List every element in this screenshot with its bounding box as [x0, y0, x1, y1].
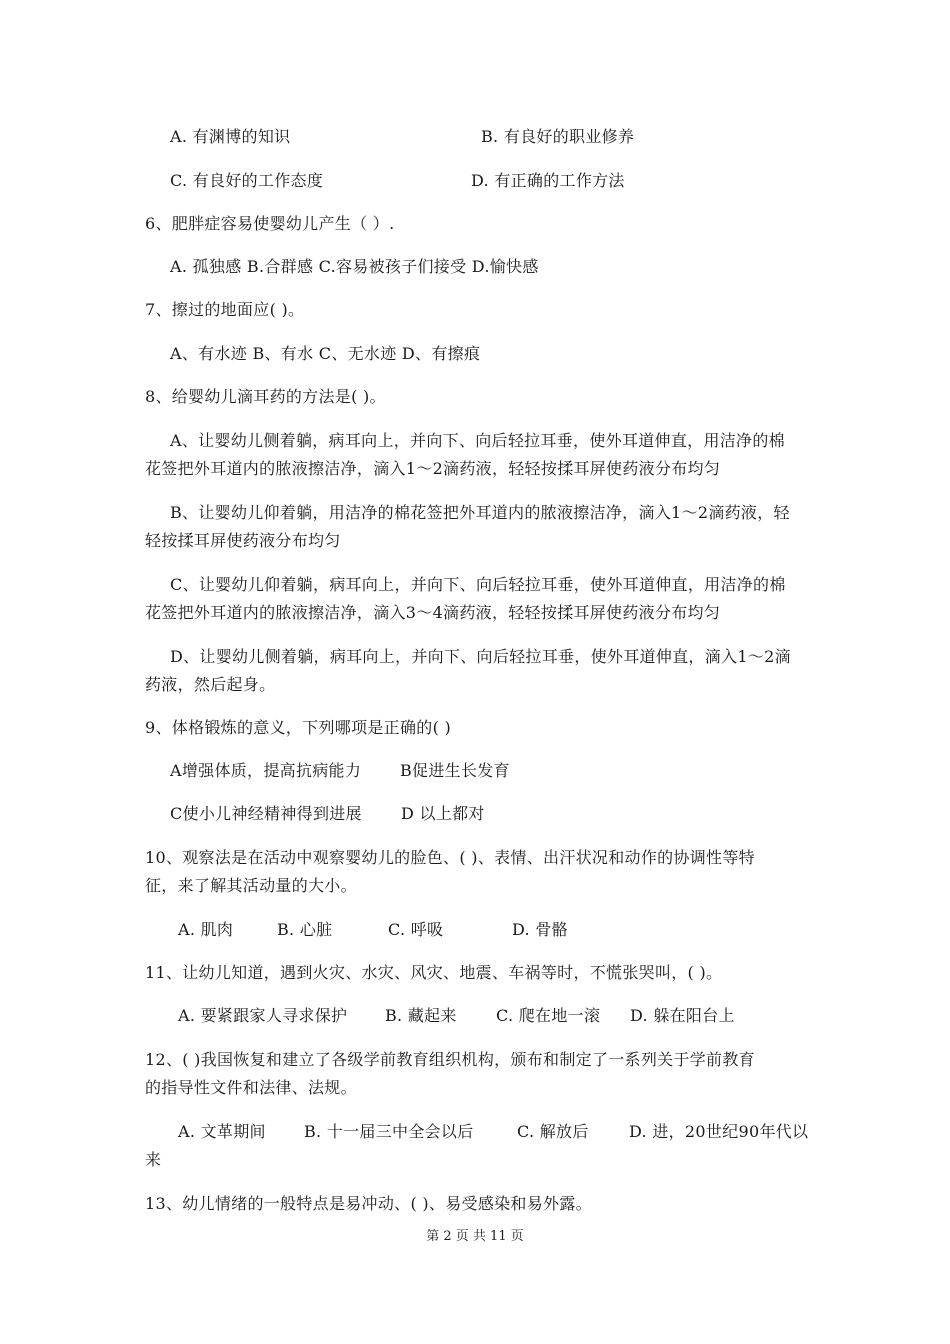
q8-option-d-line2: 药液，然后起身。	[145, 675, 276, 694]
q11-option-d: D. 躲在阳台上	[630, 1006, 735, 1025]
page-footer: 第 2 页 共 11 页	[426, 1229, 524, 1244]
q6-options: A. 孤独感 B.合群感 C.容易被孩子们接受 D.愉快感	[170, 257, 539, 276]
q8-option-d-line1: D、让婴幼儿侧着躺，病耳向上，并向下、向后轻拉耳垂，使外耳道伸直，滴入1～2滴	[170, 647, 791, 666]
q10-option-a: A. 肌肉	[178, 920, 234, 939]
q8-option-b-line1: B、让婴幼儿仰着躺，用洁净的棉花签把外耳道内的脓液擦洁净，滴入1～2滴药液，轻	[170, 503, 790, 522]
q12-stem-line1: 12、( )我国恢复和建立了各级学前教育组织机构，颁布和制定了一系列关于学前教育	[145, 1050, 755, 1069]
q9-option-b: B促进生长发育	[400, 761, 510, 780]
q5-option-b: B. 有良好的职业修养	[481, 127, 635, 146]
q12-option-d-continued: 来	[145, 1150, 162, 1169]
q10-stem-line2: 征，来了解其活动量的大小。	[145, 876, 357, 895]
q5-option-c: C. 有良好的工作态度	[170, 171, 324, 190]
q11-option-a: A. 要紧跟家人寻求保护	[178, 1006, 348, 1025]
q9-option-d: D 以上都对	[401, 804, 485, 823]
q11-option-b: B. 藏起来	[385, 1006, 457, 1025]
q5-option-a: A. 有渊博的知识	[170, 127, 291, 146]
q12-option-d: D. 进，20世纪90年代以	[629, 1122, 809, 1141]
q12-option-b: B. 十一届三中全会以后	[304, 1122, 474, 1141]
q8-option-a-line2: 花签把外耳道内的脓液擦洁净，滴入1～2滴药液，轻轻按揉耳屏使药液分布均匀	[145, 459, 721, 478]
q7-options: A、有水迹 B、有水 C、无水迹 D、有擦痕	[170, 344, 481, 363]
q10-stem-line1: 10、观察法是在活动中观察婴幼儿的脸色、( )、表情、出汗状况和动作的协调性等特	[145, 848, 755, 867]
q9-option-a: A增强体质，提高抗病能力	[170, 761, 362, 780]
q12-option-c: C. 解放后	[517, 1122, 589, 1141]
q10-option-c: C. 呼吸	[388, 920, 444, 939]
q8-option-c-line2: 花签把外耳道内的脓液擦洁净，滴入3～4滴药液，轻轻按揉耳屏使药液分布均匀	[145, 603, 721, 622]
q13-stem: 13、幼儿情绪的一般特点是易冲动、( )、易受感染和易外露。	[145, 1194, 592, 1213]
q7-stem: 7、擦过的地面应( )。	[145, 300, 305, 319]
q5-option-d: D. 有正确的工作方法	[471, 171, 625, 190]
q8-option-c-line1: C、让婴幼儿仰着躺，病耳向上，并向下、向后轻拉耳垂，使外耳道伸直，用洁净的棉	[170, 575, 786, 594]
q11-option-c: C. 爬在地一滚	[496, 1006, 601, 1025]
q10-option-b: B. 心脏	[277, 920, 333, 939]
q8-option-a-line1: A、让婴幼儿侧着躺，病耳向上，并向下、向后轻拉耳垂，使外耳道伸直，用洁净的棉	[170, 431, 785, 450]
q9-option-c: C使小儿神经精神得到进展	[170, 804, 362, 823]
q9-stem: 9、体格锻炼的意义，下列哪项是正确的( )	[145, 718, 452, 737]
q12-stem-line2: 的指导性文件和法律、法规。	[145, 1078, 357, 1097]
q10-option-d: D. 骨骼	[512, 920, 568, 939]
q8-stem: 8、给婴幼儿滴耳药的方法是( )。	[145, 387, 386, 406]
q8-option-b-line2: 轻按揉耳屏使药液分布均匀	[145, 531, 341, 550]
q6-stem: 6、肥胖症容易使婴幼儿产生（ ）.	[145, 214, 395, 233]
q11-stem: 11、让幼儿知道，遇到火灾、水灾、风灾、地震、车祸等时，不慌张哭叫，( )。	[145, 963, 723, 982]
q12-option-a: A. 文革期间	[178, 1122, 266, 1141]
